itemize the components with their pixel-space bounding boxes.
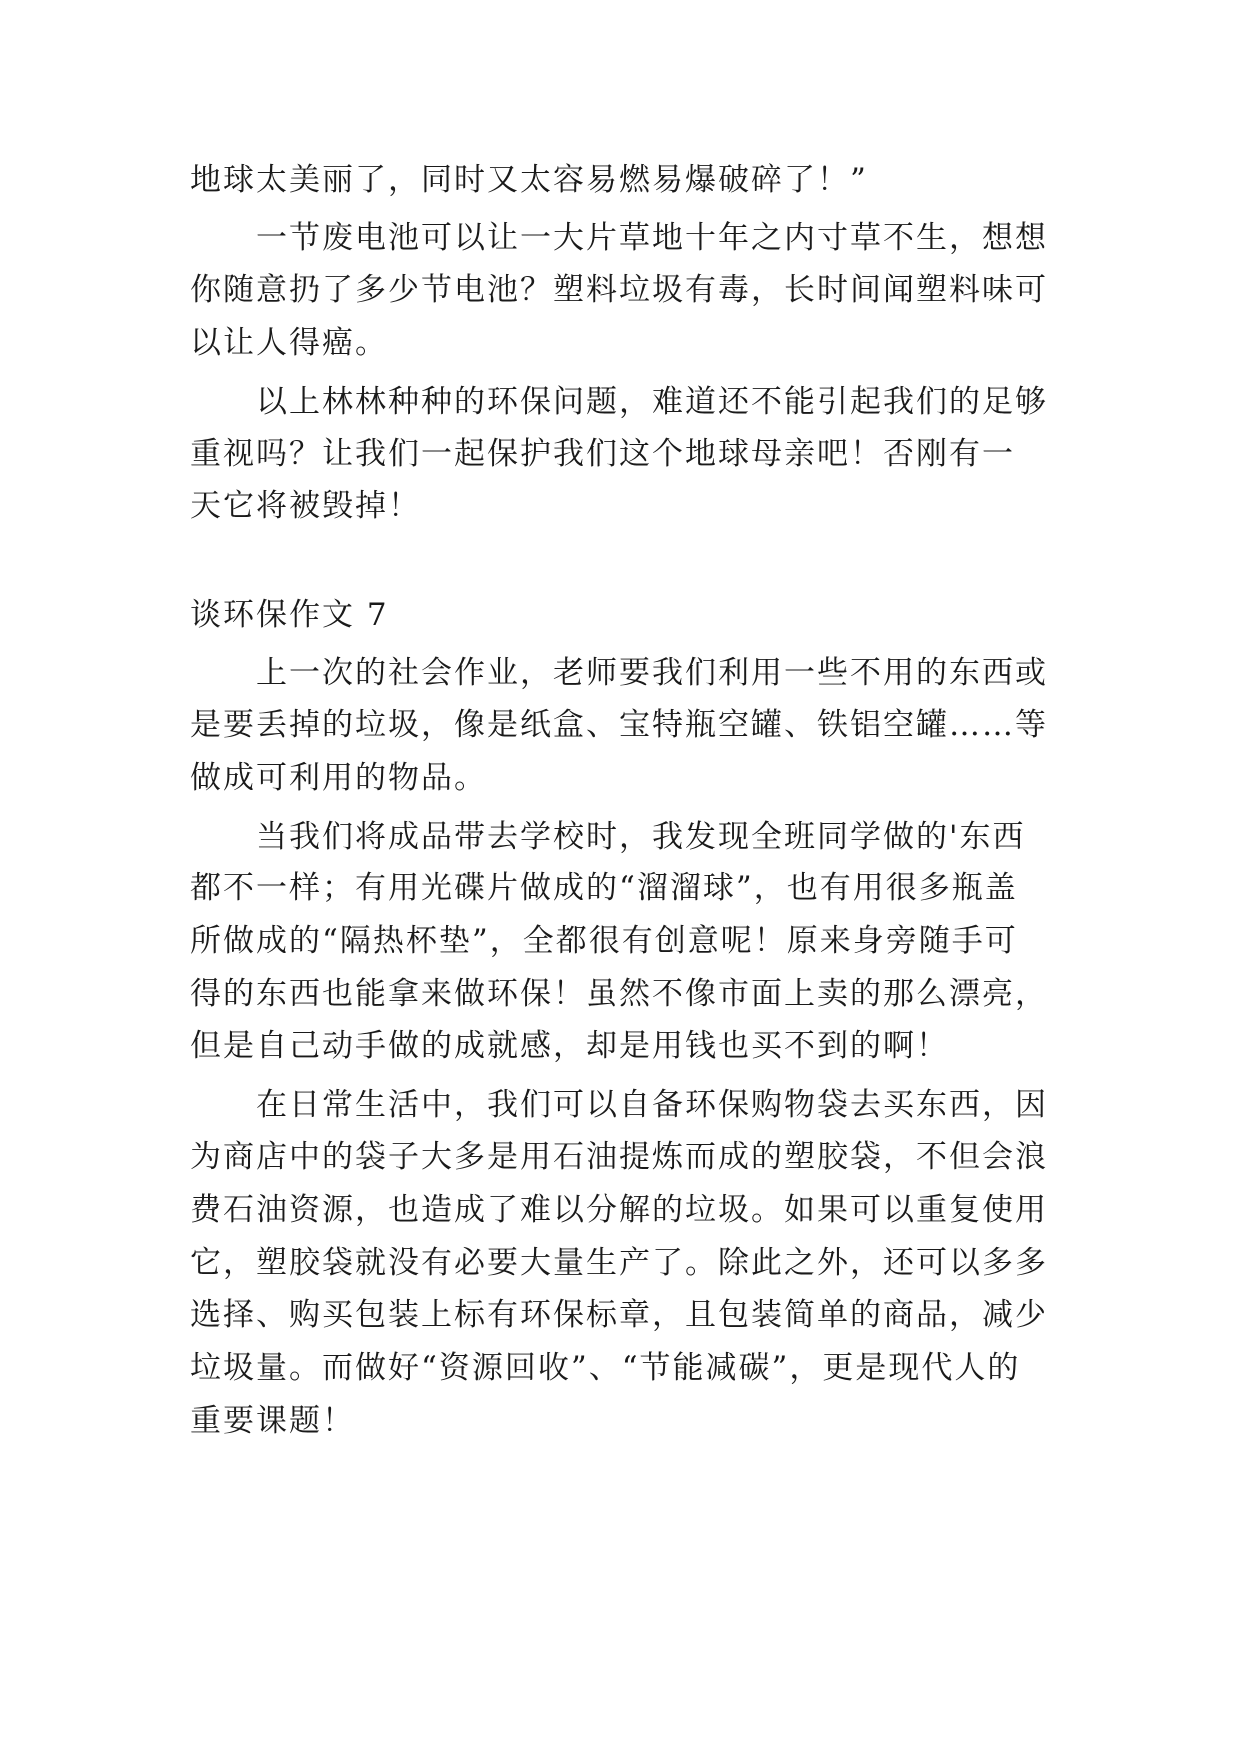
text-line: 为商店中的袋子大多是用石油提炼而成的塑胶袋，不但会浪 — [190, 1139, 1048, 1175]
text-line: 费石油资源，也造成了难以分解的垃圾。如果可以重复使用 — [190, 1192, 1048, 1228]
text-line: 天它将被毁掉！ — [190, 488, 421, 524]
text-line: 都不一样；有用光碟片做成的“溜溜球”，也有用很多瓶盖 — [190, 870, 1018, 906]
text-line: 重视吗？让我们一起保护我们这个地球母亲吧！否刚有一 — [190, 436, 1015, 472]
text-line: 以让人得癌。 — [190, 325, 388, 361]
text-line: 做成可利用的物品。 — [190, 760, 487, 796]
paragraph-first-line: 上一次的社会作业，老师要我们利用一些不用的东西或 — [256, 655, 1048, 691]
text-line: 重要课题！ — [190, 1403, 355, 1439]
text-line: 但是自己动手做的成就感，却是用钱也买不到的啊！ — [190, 1028, 949, 1064]
paragraph-first-line: 当我们将成品带去学校时，我发现全班同学做的'东西 — [256, 819, 1026, 855]
text-line: 所做成的“隔热杯垫”，全都很有创意呢！原来身旁随手可 — [190, 923, 1018, 959]
text-line: 得的东西也能拿来做环保！虽然不像市面上卖的那么漂亮， — [190, 976, 1048, 1012]
paragraph-first-line: 在日常生活中，我们可以自备环保购物袋去买东西，因 — [256, 1087, 1048, 1123]
section-heading: 谈环保作文 7 — [190, 597, 389, 633]
text-line: 它，塑胶袋就没有必要大量生产了。除此之外，还可以多多 — [190, 1245, 1048, 1281]
text-line: 选择、购买包装上标有环保标章，且包装简单的商品，减少 — [190, 1297, 1048, 1333]
text-line: 你随意扔了多少节电池？塑料垃圾有毒，长时间闻塑料味可 — [190, 272, 1048, 308]
paragraph-first-line: 以上林林种种的环保问题，难道还不能引起我们的足够 — [256, 384, 1048, 420]
text-line: 垃圾量。而做好“资源回收”、“节能减碳”，更是现代人的 — [190, 1350, 1021, 1386]
text-line: 是要丢掉的垃圾，像是纸盒、宝特瓶空罐、铁铝空罐……等 — [190, 707, 1048, 743]
paragraph-first-line: 一节废电池可以让一大片草地十年之内寸草不生，想想 — [256, 220, 1048, 256]
text-line: 地球太美丽了，同时又太容易燃易爆破碎了！” — [190, 162, 868, 198]
